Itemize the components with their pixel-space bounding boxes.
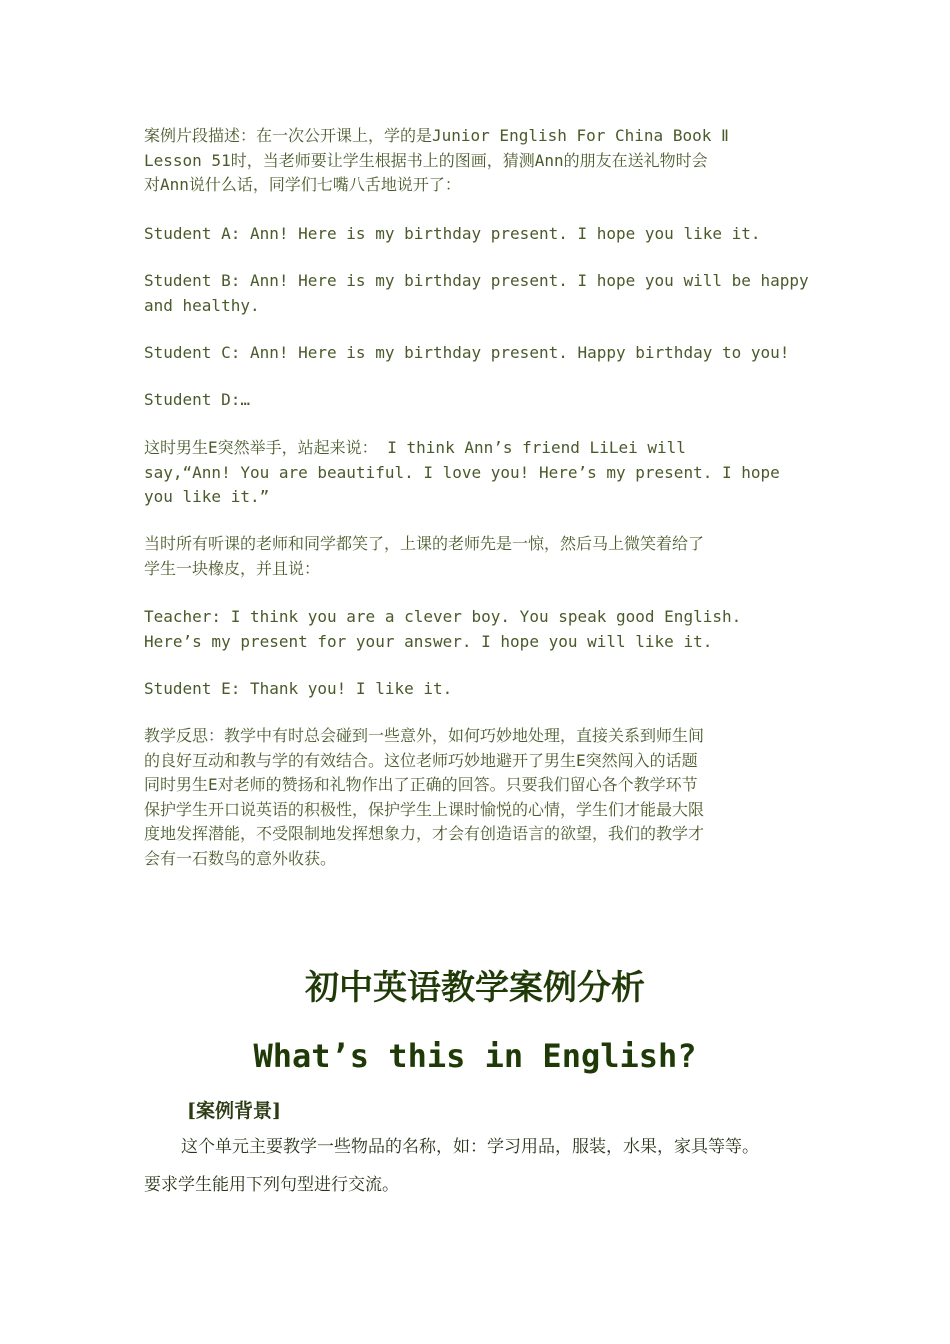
background-body-line: 这个单元主要教学一些物品的名称，如：学习用品，服装，水果，家具等等。 xyxy=(181,1137,759,1157)
case-description-line: 案例片段描述：在一次公开课上，学的是Junior English For China Book Ⅱ xyxy=(144,126,729,145)
student-b-line: and healthy. xyxy=(144,295,260,315)
student-c-paragraph xyxy=(144,341,812,366)
student-d-paragraph xyxy=(144,388,812,413)
reflection-line: 度地发挥潜能，不受限制地发挥想象力，才会有创造语言的欲望，我们的教学才 xyxy=(144,824,705,843)
reflection-line: 教学反思：教学中有时总会碰到一些意外，如何巧妙地处理，直接关系到师生间 xyxy=(144,726,705,745)
main-title: 初中英语教学案例分析 xyxy=(305,968,645,1008)
teacher-quote-paragraph xyxy=(144,605,812,654)
student-a-paragraph xyxy=(144,222,812,247)
reflection-line: 会有一石数鸟的意外收获。 xyxy=(144,848,337,868)
student-b-line: Student B: Ann! Here is my birthday present. I hope you will be happy xyxy=(144,271,809,290)
student-e-raise-line: you like it.” xyxy=(144,487,270,506)
student-c-line: Student C: Ann! Here is my birthday present. Happy birthday to you! xyxy=(144,343,790,362)
student-e-raise-paragraph xyxy=(144,436,812,510)
student-b-paragraph xyxy=(144,269,812,318)
background-body-line: 要求学生能用下列句型进行交流。 xyxy=(144,1175,399,1195)
teacher-reaction-line: 学生一块橡皮，并且说： xyxy=(144,558,321,578)
case-description-line: Lesson 51时，当老师要让学生根据书上的图画，猜测Ann的朋友在送礼物时会 xyxy=(144,150,708,170)
student-e-reply-line: Student E: Thank you! I like it. xyxy=(144,679,453,698)
teacher-quote-line: Teacher: I think you are a clever boy. You speak good English. xyxy=(144,607,742,626)
sub-title: What’s this in English? xyxy=(253,1037,697,1075)
teacher-reaction-line: 当时所有听课的老师和同学都笑了，上课的老师先是一惊，然后马上微笑着给了 xyxy=(144,534,705,553)
student-e-reply-paragraph xyxy=(144,677,812,702)
background-heading: [案例背景] xyxy=(187,1100,281,1122)
case-description-paragraph xyxy=(144,124,812,198)
case-description-line: 对Ann说什么话，同学们七嘴八舌地说开了： xyxy=(144,175,461,194)
background-body-paragraph xyxy=(144,1128,812,1204)
reflection-line: 的良好互动和教与学的有效结合。这位老师巧妙地避开了男生E突然闯入的话题 xyxy=(144,750,698,770)
reflection-line: 同时男生E对老师的赞扬和礼物作出了正确的回答。只要我们留心各个教学环节 xyxy=(144,775,698,794)
student-e-raise-line: 这时男生E突然举手，站起来说： I think Ann’s friend LiLei will xyxy=(144,438,686,457)
student-a-line: Student A: Ann! Here is my birthday present. I hope you like it. xyxy=(144,224,761,243)
teacher-reaction-paragraph xyxy=(144,532,812,581)
reflection-line: 保护学生开口说英语的积极性，保护学生上课时愉悦的心情，学生们才能最大限 xyxy=(144,799,705,819)
student-d-line: Student D:… xyxy=(144,390,250,409)
student-e-raise-line: say,“Ann! You are beautiful. I love you! Here’s my present. I hope xyxy=(144,462,780,482)
reflection-paragraph xyxy=(144,724,812,871)
teacher-quote-line: Here’s my present for your answer. I hope you will like it. xyxy=(144,631,713,651)
